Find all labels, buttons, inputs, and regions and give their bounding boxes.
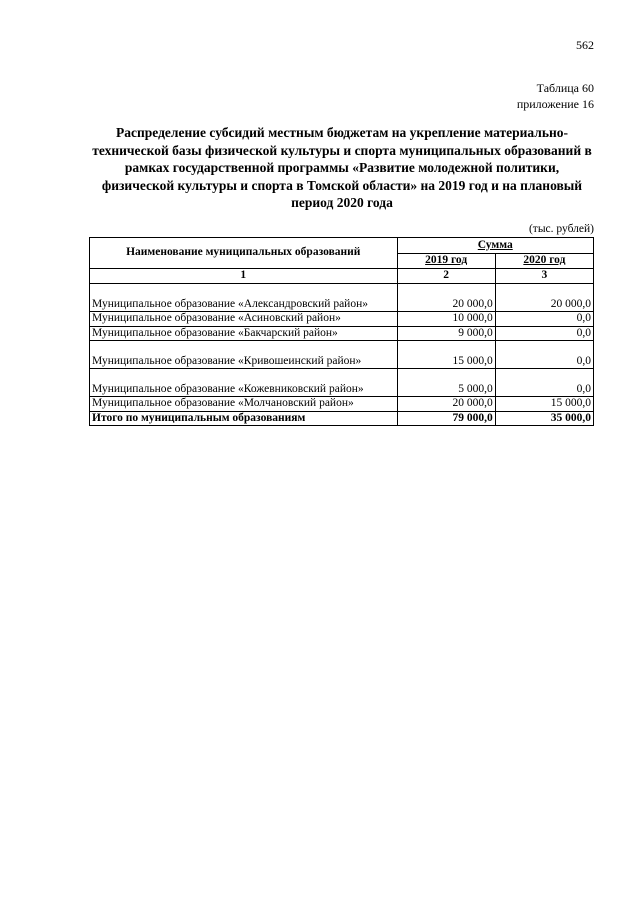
row-2020: 20 000,0 [495, 284, 593, 312]
row-2020: 0,0 [495, 341, 593, 369]
row-name: Муниципальное образование «Бакчарский район» [90, 326, 398, 341]
row-2019: 5 000,0 [397, 369, 495, 397]
subsidy-table [89, 237, 594, 426]
column-number-2: 2 [397, 269, 495, 284]
row-2019: 10 000,0 [397, 312, 495, 327]
column-number-1: 1 [90, 269, 398, 284]
row-2020: 0,0 [495, 369, 593, 397]
row-name: Муниципальное образование «Молчановский район» [90, 397, 398, 412]
total-name: Итого по муниципальным образованиям [90, 411, 398, 426]
row-name: Муниципальное образование «Асиновский район» [90, 312, 398, 327]
row-2019: 20 000,0 [397, 284, 495, 312]
units-note: (тыс. рублей) [528, 223, 594, 235]
table-row [90, 284, 594, 312]
row-2020: 0,0 [495, 312, 593, 327]
row-2019: 20 000,0 [397, 397, 495, 412]
appendix-label: приложение 16 [516, 97, 594, 111]
document-title: Распределение субсидий местным бюджетам на укрепление материально-технической базы физической культуры и спорта муниципальных образований в рамках государственной программы «Развитие молодежной политики, физической культуры и спорта в Томской области» на 2019 год и на плановый период 2020 года [92, 125, 592, 210]
total-row [90, 411, 594, 426]
table-row [90, 326, 594, 341]
row-2019: 9 000,0 [397, 326, 495, 341]
column-number-3: 3 [495, 269, 593, 284]
table-label: Таблица 60 [536, 81, 594, 95]
total-2019: 79 000,0 [397, 411, 495, 426]
page-number: 562 [576, 38, 594, 52]
header-year-2019: 2019 год [397, 253, 495, 269]
row-2020: 0,0 [495, 326, 593, 341]
table-reference [517, 80, 594, 112]
header-year-2020: 2020 год [495, 253, 593, 269]
table-row [90, 397, 594, 412]
row-name: Муниципальное образование «Александровский район» [90, 284, 398, 312]
total-2020: 35 000,0 [495, 411, 593, 426]
table-row [90, 312, 594, 327]
header-name: Наименование муниципальных образований [90, 238, 398, 269]
row-2020: 15 000,0 [495, 397, 593, 412]
row-name: Муниципальное образование «Кожевниковский район» [90, 369, 398, 397]
header-sum: Сумма [397, 238, 593, 254]
table-row [90, 341, 594, 369]
row-name: Муниципальное образование «Кривошеинский район» [90, 341, 398, 369]
row-2019: 15 000,0 [397, 341, 495, 369]
table-row [90, 369, 594, 397]
